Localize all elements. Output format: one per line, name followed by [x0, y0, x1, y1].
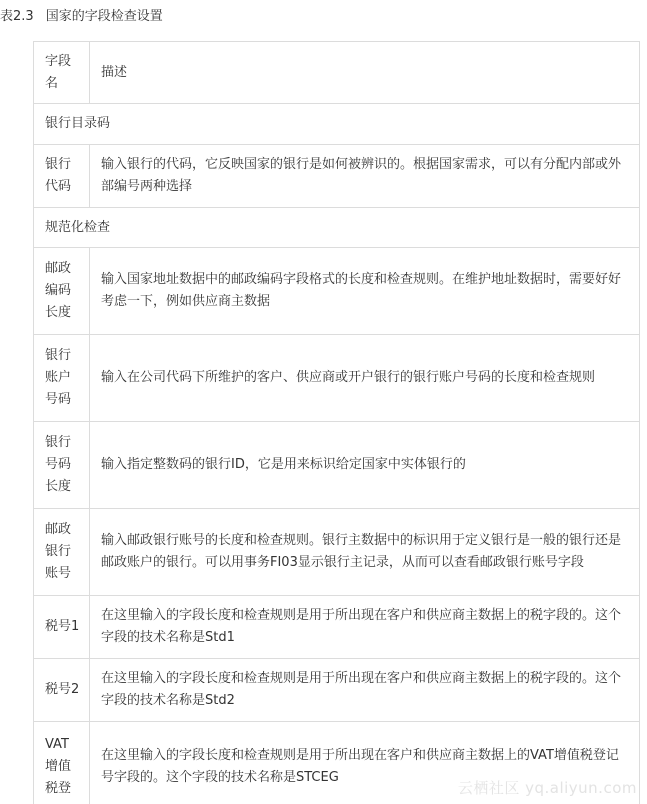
table-row — [34, 335, 640, 422]
field-description: 输入邮政银行账号的长度和检查规则。银行主数据中的标识用于定义银行是一般的银行还是邮政账户的银行。可以用事务FI03显示银行主记录，从而可以查看邮政银行账号字段 — [90, 509, 640, 596]
table-row — [34, 509, 640, 596]
table-body — [34, 42, 640, 804]
field-name: 税号1 — [34, 596, 90, 659]
table-caption — [0, 5, 163, 24]
table-title: 国家的字段检查设置 — [45, 9, 163, 24]
section-title: 规范化检查 — [34, 208, 640, 248]
table-number: 表2.3 — [0, 9, 34, 24]
field-description: 在这里输入的字段长度和检查规则是用于所出现在客户和供应商主数据上的税字段的。这个字段的技术名称是Std2 — [90, 659, 640, 722]
field-name: 银行号码长度 — [34, 422, 90, 509]
field-description: 输入在公司代码下所维护的客户、供应商或开户银行的银行账户号码的长度和检查规则 — [90, 335, 640, 422]
table-row — [34, 104, 640, 145]
table-row — [34, 596, 640, 659]
table-row — [34, 422, 640, 509]
field-description: 输入指定整数码的银行ID，它是用来标识给定国家中实体银行的 — [90, 422, 640, 509]
field-description: 在这里输入的字段长度和检查规则是用于所出现在客户和供应商主数据上的税字段的。这个字段的技术名称是Std1 — [90, 596, 640, 659]
field-name: 银行代码 — [34, 145, 90, 208]
field-description: 输入国家地址数据中的邮政编码字段格式的长度和检查规则。在维护地址数据时，需要好好考虑一下，例如供应商主数据 — [90, 248, 640, 335]
field-description: 输入银行的代码，它反映国家的银行是如何被辨识的。根据国家需求，可以有分配内部或外部编号两种选择 — [90, 145, 640, 208]
field-check-table — [33, 41, 640, 804]
table-header-row — [34, 42, 640, 104]
field-description: 在这里输入的字段长度和检查规则是用于所出现在客户和供应商主数据上的VAT增值税登记号字段的。这个字段的技术名称是STCEG — [90, 722, 640, 804]
table-row — [34, 145, 640, 208]
table-row — [34, 208, 640, 248]
table-row — [34, 659, 640, 722]
table-row — [34, 248, 640, 335]
section-title: 银行目录码 — [34, 104, 640, 145]
header-field-name: 字段名 — [34, 42, 90, 104]
field-name: 邮政银行账号 — [34, 509, 90, 596]
field-name: 邮政编码长度 — [34, 248, 90, 335]
watermark: 云栖社区 yq.aliyun.com — [457, 779, 637, 797]
field-name: 税号2 — [34, 659, 90, 722]
header-description: 描述 — [90, 42, 640, 104]
field-name: VAT增值税登 — [34, 722, 90, 804]
field-name: 银行账户号码 — [34, 335, 90, 422]
